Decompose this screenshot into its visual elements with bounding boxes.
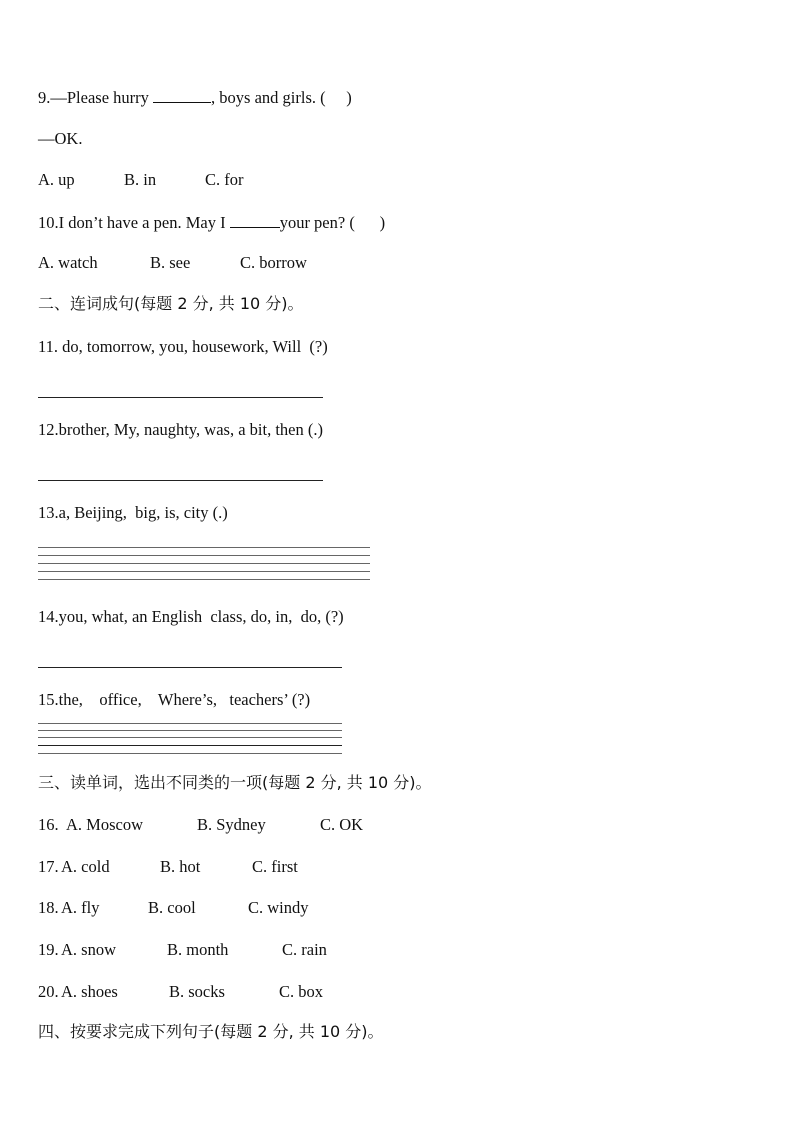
question-9-suffix: , boys and girls. ( ) [211,88,352,107]
option-b[interactable]: B. in [124,170,157,189]
option-b[interactable]: B. month [167,940,229,959]
question-10 [38,212,385,233]
answer-line[interactable] [38,480,323,481]
answer-line[interactable] [38,563,370,564]
answer-line[interactable] [38,745,342,746]
question-10-prefix: 10.I don’t have a pen. May I [38,213,230,232]
question-9-reply: —OK. [38,129,83,148]
question-11: 11. do, tomorrow, you, housework, Will (?) [38,337,328,356]
answer-blank[interactable] [230,212,280,228]
option-b[interactable]: B. cool [148,898,196,917]
section-4-title: 四、按要求完成下列句子(每题 2 分, 共 10 分)。 [38,1022,384,1041]
question-18-number: 18. [38,898,59,917]
question-15: 15.the, office, Where’s, teachers’ (?) [38,690,311,709]
option-c[interactable]: C. rain [282,940,327,959]
option-a[interactable]: A. snow [61,940,117,959]
option-a[interactable]: A. watch [38,253,98,272]
option-b[interactable]: B. see [150,253,191,272]
option-a[interactable]: A. Moscow [66,815,143,834]
answer-line[interactable] [38,723,342,724]
question-19-number: 19. [38,940,59,959]
option-b[interactable]: B. hot [160,857,201,876]
option-a[interactable]: A. shoes [61,982,118,1001]
option-c[interactable]: C. borrow [240,253,307,272]
option-b[interactable]: B. Sydney [197,815,266,834]
question-17-number: 17. [38,857,59,876]
option-c[interactable]: C. for [205,170,244,189]
option-a[interactable]: A. up [38,170,75,189]
answer-line[interactable] [38,555,370,556]
answer-line[interactable] [38,547,370,548]
answer-line[interactable] [38,579,370,580]
answer-blank[interactable] [153,87,211,103]
option-b[interactable]: B. socks [169,982,225,1001]
question-20-number: 20. [38,982,59,1001]
answer-line[interactable] [38,730,342,731]
option-c[interactable]: C. box [279,982,324,1001]
option-c[interactable]: C. windy [248,898,309,917]
section-3-title: 三、读单词，选出不同类的一项(每题 2 分, 共 10 分)。 [38,773,432,792]
option-a[interactable]: A. cold [61,857,110,876]
question-16-number: 16. [38,815,63,834]
question-9 [38,87,352,108]
answer-line[interactable] [38,737,342,738]
question-13: 13.a, Beijing, big, is, city (.) [38,503,228,522]
question-12: 12.brother, My, naughty, was, a bit, then (.) [38,420,323,439]
option-a[interactable]: A. fly [61,898,100,917]
question-9-prefix: 9.—Please hurry [38,88,154,107]
option-c[interactable]: C. first [252,857,298,876]
answer-line[interactable] [38,667,342,668]
answer-line[interactable] [38,397,323,398]
section-2-title: 二、连词成句(每题 2 分, 共 10 分)。 [38,294,304,313]
question-10-suffix: your pen? ( ) [279,213,386,232]
answer-line[interactable] [38,571,370,572]
option-c[interactable]: C. OK [320,815,364,834]
answer-line[interactable] [38,753,342,754]
question-14: 14.you, what, an English class, do, in, do, (?) [38,607,344,626]
